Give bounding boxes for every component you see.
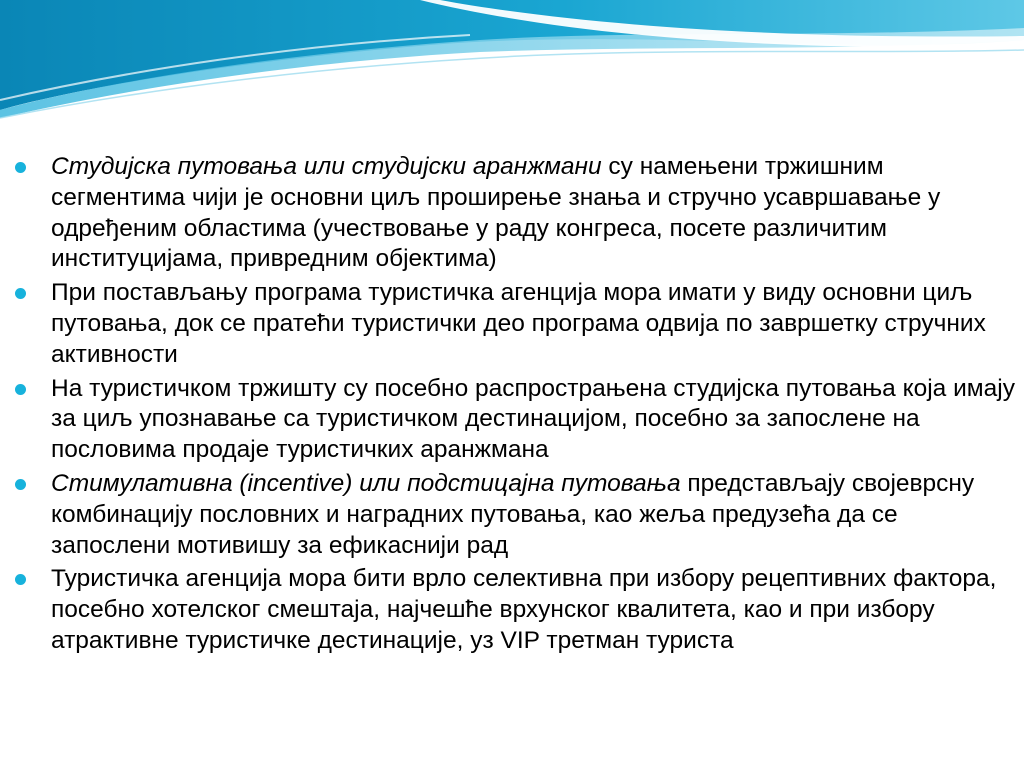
bullet-item [0,374,1024,466]
bullet-italic-text: Стимулативна (incentive) или подстицајна путовања [51,469,681,497]
bullet-list [0,152,1024,657]
bullet-dot-icon [15,288,26,299]
bullet-text: су намењени тржишним сегментима чији је основни циљ проширење знања и стручно усавршавање у одређеним областима (учествовање у раду конгреса, посете различитим институцијама, привредним објектима) [51,153,941,273]
bullet-text: представљају својеврсну комбинацију пословних и наградних путовања, као жеља предузећа да се запослени мотивишу за ефикаснији рад [51,469,975,559]
bullet-text: При постављању програма туристичка агенција мора имати у виду основни циљ путовања, док се пратећи туристички део програма одвија по завршетку стручних активности [51,279,986,368]
slide-content [0,152,1024,660]
bullet-item [0,564,1024,656]
bullet-text: На туристичком тржишту су посебно распрострањена студијска путовања која имају за циљ упознавање са туристичком дестинацијом, посебно за запослене на пословима продаје туристичких аранжмана [51,374,1015,464]
bullet-item [0,152,1024,275]
bullet-dot-icon [15,384,26,395]
header-wave-decoration [0,0,1024,130]
bullet-dot-icon [15,574,26,585]
bullet-dot-icon [15,162,26,173]
bullet-dot-icon [15,479,26,490]
bullet-item [0,469,1024,561]
bullet-text: Туристичка агенција мора бити врло селективна при избору рецептивних фактора, посебно хотелског смештаја, најчешће врхунског квалитета, као и при избору атрактивне туристичке дестинације, уз VIP третман туриста [51,565,997,654]
bullet-item [0,278,1024,370]
bullet-italic-text: Студијска путовања или студијски аранжмани [51,153,602,180]
